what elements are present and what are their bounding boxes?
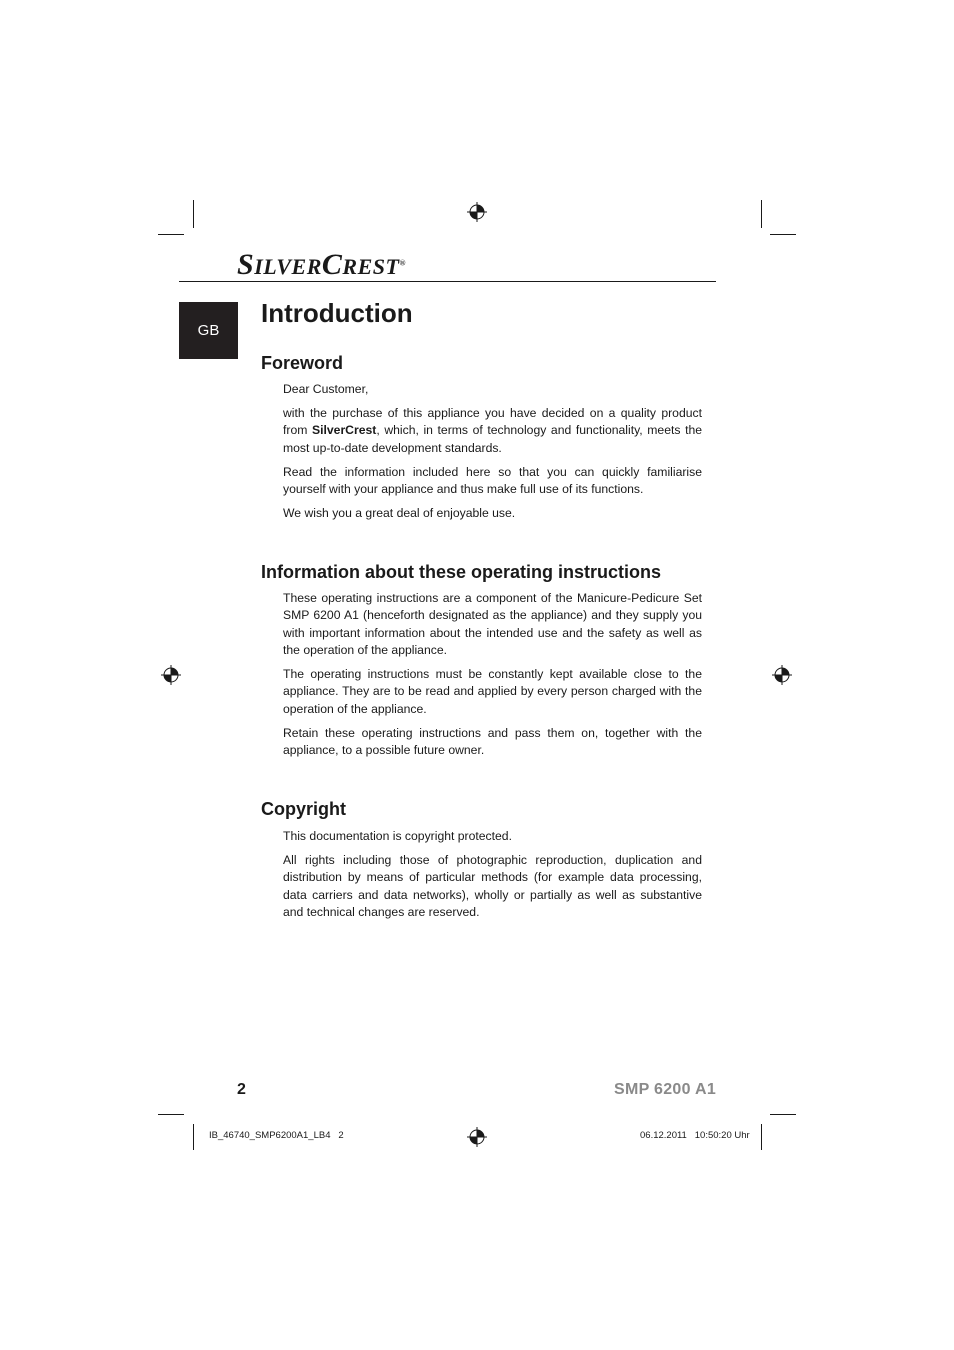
- model-number: SMP 6200 A1: [614, 1081, 717, 1098]
- paragraph: These operating instructions are a component of the Manicure-Pedicure Set SMP 6200 A1 (henceforth designated as the appliance) and they supply you with important information about the intended use and the safety as well as the operation of the appliance.: [283, 591, 702, 657]
- paragraph: Read the information included here so that you can quickly familiarise yourself with your appliance and thus make full use of its functions.: [283, 465, 702, 497]
- crop-mark: [158, 234, 184, 235]
- language-tab-label: GB: [197, 322, 220, 339]
- print-slug-date: 06.12.2011 10:50:20 Uhr: [640, 1130, 750, 1141]
- paragraph: The operating instructions must be constantly kept available close to the appliance. They are to be read and applied by every person charged with the operation of the appliance.: [283, 667, 702, 716]
- crop-mark: [770, 1114, 796, 1115]
- page-number: 2: [237, 1081, 246, 1098]
- print-slug-file: IB_46740_SMP6200A1_LB4 2: [209, 1130, 344, 1141]
- section-heading-copyright: Copyright: [261, 799, 346, 819]
- page-title: Introduction: [261, 298, 413, 328]
- registration-mark-icon: [161, 665, 181, 685]
- brand-logo: SILVERCREST®: [237, 248, 406, 281]
- paragraph: This documentation is copyright protected.: [283, 829, 512, 843]
- paragraph: All rights including those of photographic reproduction, duplication and distribution by means of particular methods (for example data processing, data carriers and data networks), wholly or partially as well as substantive and technical changes are reserved.: [283, 853, 702, 919]
- header-rule: [179, 281, 716, 282]
- crop-mark: [761, 200, 762, 228]
- registration-mark-icon: [772, 665, 792, 685]
- section-heading-foreword: Foreword: [261, 353, 344, 373]
- crop-mark: [193, 1124, 194, 1150]
- section-heading-information: Information about these operating instructions: [261, 562, 662, 582]
- paragraph: We wish you a great deal of enjoyable use.: [283, 506, 516, 520]
- crop-mark: [761, 1124, 762, 1150]
- crop-mark: [770, 234, 796, 235]
- paragraph: Dear Customer,: [283, 382, 369, 396]
- registration-mark-icon: [467, 1127, 487, 1147]
- registration-mark-icon: [467, 202, 487, 222]
- crop-mark: [193, 200, 194, 228]
- paragraph: Retain these operating instructions and pass them on, together with the appliance, to a possible future owner.: [283, 726, 702, 758]
- crop-mark: [158, 1114, 184, 1115]
- language-tab: [179, 302, 238, 359]
- paragraph: with the purchase of this appliance you have decided on a quality product from SilverCrest, which, in terms of technology and functionality, meets the most up-to-date development standards.: [283, 406, 703, 455]
